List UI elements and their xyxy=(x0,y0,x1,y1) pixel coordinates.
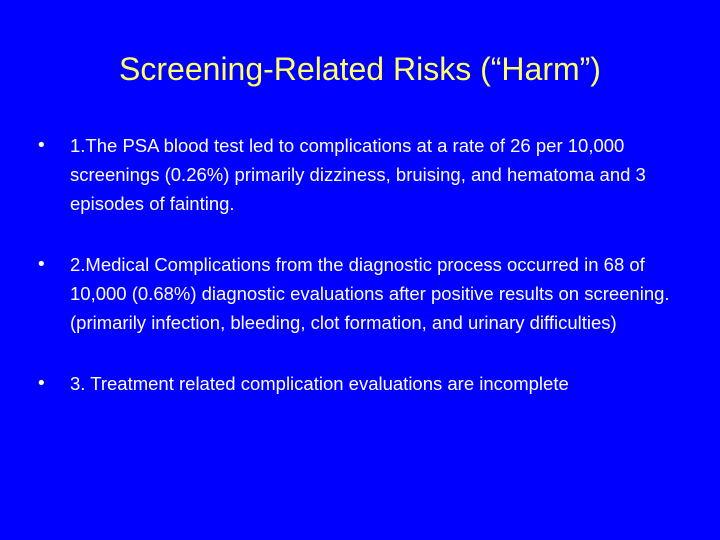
slide-title: Screening-Related Risks (“Harm”) xyxy=(119,51,601,87)
bullet-item-3 xyxy=(36,369,686,398)
bullet-icon: • xyxy=(36,135,47,156)
bullet-item-1 xyxy=(36,131,686,218)
bullet-icon: • xyxy=(36,373,47,394)
bullet-text: 2.Medical Complications from the diagnostic process occurred in 68 of 10,000 (0.68%) diagnostic evaluations after positive results on screening. (primarily infection, bleeding, clot formation, and urinary difficulties) xyxy=(70,254,670,333)
bullet-list xyxy=(36,131,686,398)
bullet-icon: • xyxy=(36,254,47,275)
bullet-item-2 xyxy=(36,250,686,337)
bullet-text: 1.The PSA blood test led to complications at a rate of 26 per 10,000 screenings (0.26%) primarily dizziness, bruising, and hematoma and 3 episodes of fainting. xyxy=(70,135,646,214)
bullet-text: 3. Treatment related complication evaluations are incomplete xyxy=(70,373,569,394)
